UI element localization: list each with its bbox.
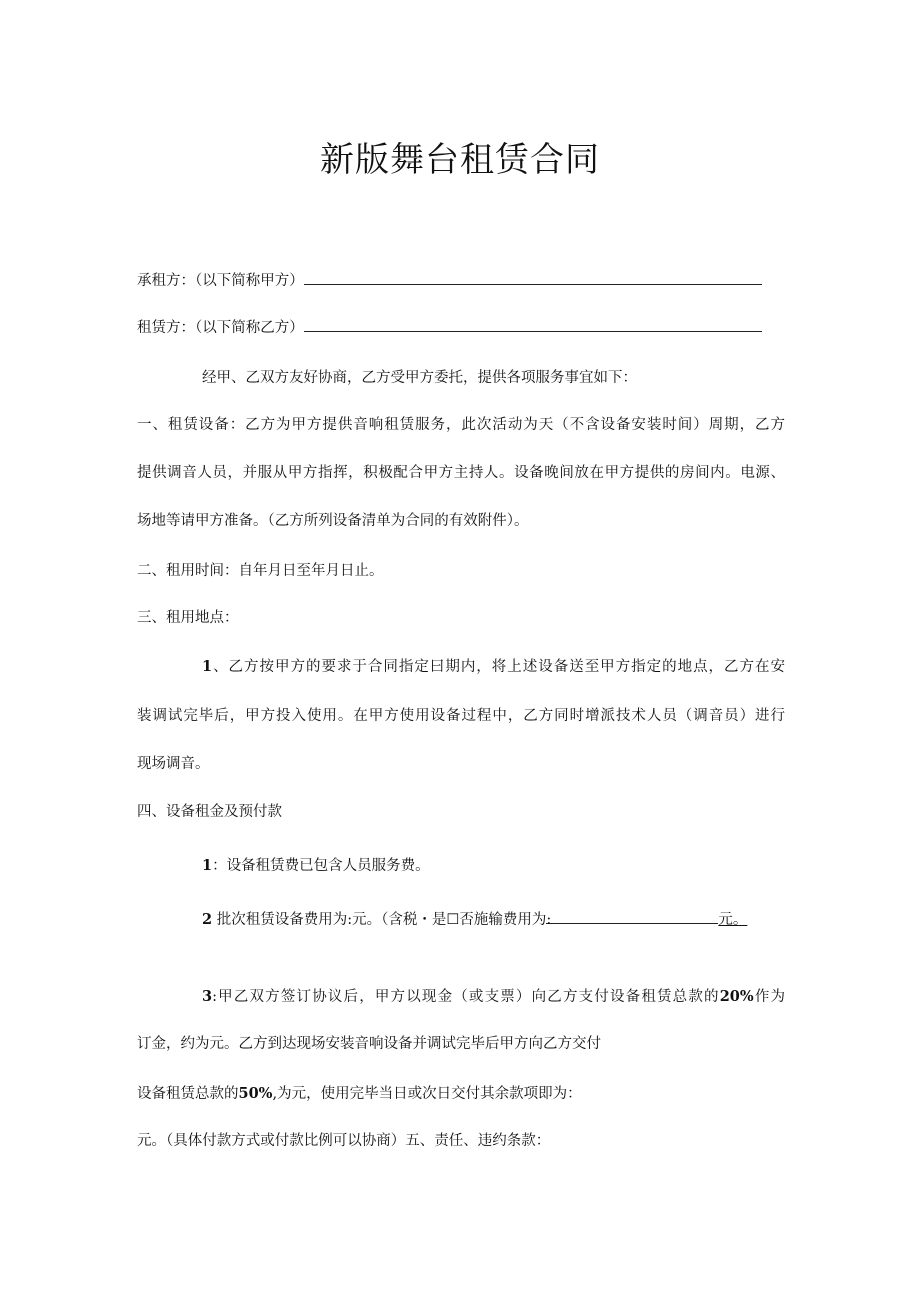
lessee-blank — [304, 271, 762, 285]
section3-item1-text: 、乙方按甲方的要求于合同指定曰期内，将上述设备送至甲方指定的地点，乙方在安 — [212, 659, 785, 675]
section1-line2: 提供调音人员，并服从甲方指挥，积极配合甲方主持人。设备晚间放在甲方提供的房间内。电源、 — [137, 465, 785, 481]
section4-item3-line3-b: ,为元，使用完毕当日或次日交付其余款项即为： — [272, 1086, 582, 1102]
section4-item3-pct1: 20% — [719, 988, 754, 1005]
section4-item2 — [202, 910, 747, 930]
intro-paragraph: 经甲、乙双方友好协商，乙方受甲方委托，提供各项服务事宜如下： — [202, 370, 637, 386]
section3-item1-line2: 装调试完毕后，甲方投入使用。在甲方使用设备过程中，乙方同时增派技术人员（调音员）进行 — [137, 708, 785, 724]
section3-item1-line3: 现场调音。 — [137, 756, 210, 772]
section3-item1-line1 — [202, 657, 785, 677]
section4-item2-blank — [546, 910, 718, 928]
section4-item3-number: 3 — [202, 988, 213, 1005]
section4-item2-end: 元。 — [718, 912, 748, 928]
lessor-blank — [304, 318, 762, 332]
section1-line1: 一、租赁设备：乙方为甲方提供音响租赁服务，此次活动为天（不含设备安装时间）周期，乙方 — [137, 417, 785, 433]
lessee-line — [137, 271, 762, 291]
section4-heading: 四、设备租金及预付款 — [137, 804, 282, 820]
section4-item3-line1 — [202, 987, 785, 1007]
document-title: 新版舞台租赁合同 — [320, 140, 600, 180]
lessor-line — [137, 318, 762, 338]
section4-item3-text-a: :甲乙双方签订协议后，甲方以现金（或支票）向乙方支付设备租赁总款的 — [212, 989, 720, 1005]
section4-item2-number: 2 — [202, 911, 213, 928]
section4-item2-colon: : — [546, 912, 552, 928]
section2-text: 二、租用时间：自年月日至年月日止。 — [137, 563, 384, 579]
section4-item3-line3 — [137, 1084, 582, 1104]
section4-item3-line4: 元。（具体付款方式或付款比例可以协商）五、责任、违约条款： — [137, 1133, 551, 1149]
section3-heading: 三、租用地点： — [137, 610, 239, 626]
section3-item1-number: 1 — [202, 658, 213, 675]
section1-line3: 场地等请甲方准备。（乙方所列设备清单为合同的有效附件）。 — [137, 513, 529, 529]
lessor-label: 租赁方：（以下简称乙方） — [137, 320, 304, 336]
section4-item3-pct2: 50% — [238, 1085, 273, 1102]
section4-item1-number: 1 — [202, 857, 213, 874]
section4-item1-text: ：设备租赁费已包含人员服务费。 — [212, 858, 430, 874]
section4-item3-line2: 订金，约为元。乙方到达现场安装音响设备并调试完毕后甲方向乙方交付 — [137, 1036, 601, 1052]
section4-item2-text: 批次租赁设备费用为:元。（含税・是☐否施输费用为 — [212, 912, 547, 928]
section4-item1 — [202, 856, 430, 876]
section4-item3-line3-a: 设备租赁总款的 — [137, 1086, 239, 1102]
section4-item3-text-b: 作为 — [753, 989, 786, 1005]
lessee-label: 承租方：（以下简称甲方） — [137, 273, 304, 289]
